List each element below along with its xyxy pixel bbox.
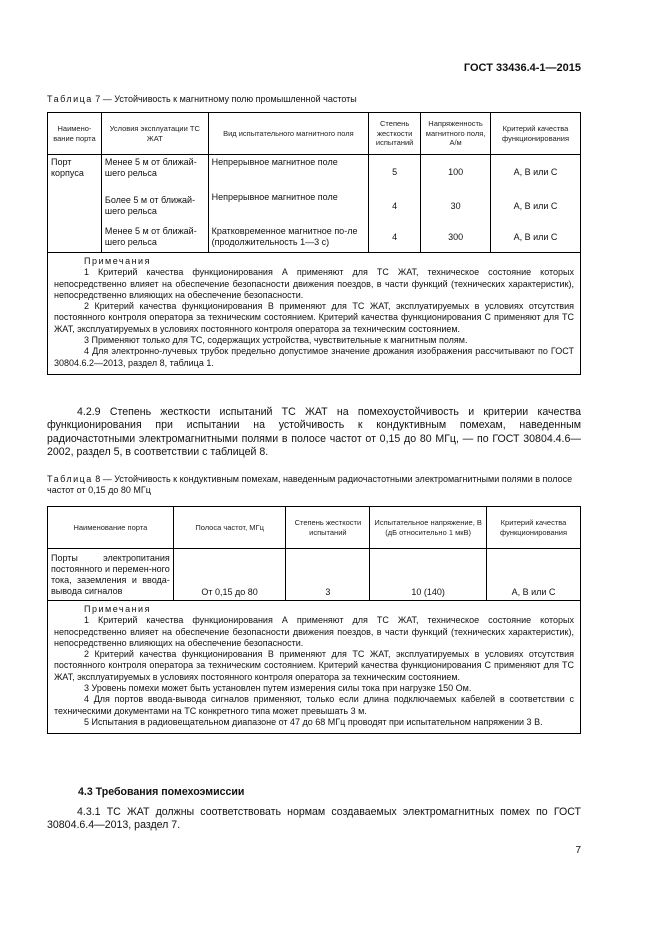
paragraph-4-3-1: [47, 806, 581, 833]
field-cell: Непрерывное магнитное поле: [208, 190, 369, 223]
port-cell: Порты электропитания постоянного и перемен-ного тока, заземления и ввода-вывода сигналов: [48, 549, 174, 601]
standard-header: ГОСТ 33436.4-1—2015: [463, 62, 581, 74]
level-cell: 4: [369, 190, 421, 223]
table7-header-row: [48, 113, 581, 155]
criterion-cell: А, В или С: [487, 549, 581, 601]
note-item: 3 Уровень помехи может быть установлен путем измерения силы тока при нагрузке 150 Ом.: [84, 683, 472, 694]
note-item: 3 Применяют только для ТС, содержащих устройства, чувствительные к магнитным полям.: [84, 335, 468, 346]
table8-caption-word: Таблица: [47, 474, 93, 484]
level-cell: 5: [369, 155, 421, 190]
level-cell: 3: [286, 549, 370, 601]
table8-header-cell: Наименование порта: [48, 507, 174, 549]
field-cell: Непрерывное магнитное поле: [208, 155, 369, 190]
strength-cell: 300: [421, 223, 491, 253]
criterion-cell: А, В или С: [491, 155, 581, 190]
notes-title: Примечания: [84, 256, 151, 266]
note-item: 4 Для электронно-лучевых трубок предельно допустимое значение дрожания изображения рассчитывают по ГОСТ 30804.6.2—2013, раздел 8, таблица 1.: [54, 346, 574, 368]
table7: [47, 112, 581, 375]
criterion-cell: А, В или С: [491, 190, 581, 223]
note-item: 2 Критерий качества функционирования В применяют для ТС ЖАТ, эксплуатируемых в условиях отсутствия постоянного контроля оператора за техническим состоянием. Критерий качества функционирования С применяют для ТС ЖАТ, эксплуатируемых в условиях постоянного контроля оператора за техническим состоянием.: [54, 301, 574, 334]
table8-caption: [47, 474, 581, 496]
criterion-cell: А, В или С: [491, 223, 581, 253]
table7-caption: [47, 94, 357, 105]
condition-cell: Менее 5 м от ближай-шего рельса: [101, 223, 208, 253]
page-number: 7: [575, 845, 581, 856]
table8-header-cell: Критерий качества функционирования: [487, 507, 581, 549]
table-row: [48, 549, 581, 601]
band-cell: От 0,15 до 80: [173, 549, 286, 601]
paragraph-text: 4.2.9 Степень жесткости испытаний ТС ЖАТ на помехоустойчивость и критерии качества функционирования при испытании на устойчивость к кондуктивным помехам, наведенным радиочастотными электромагнитными полями в полосе частот от 0,15 до 80 МГц, — по ГОСТ 30804.4.6—2002, раздел 5, в соответствии с таблицей 8.: [47, 406, 581, 459]
table7-notes: [48, 253, 581, 375]
strength-cell: 30: [421, 190, 491, 223]
strength-cell: 100: [421, 155, 491, 190]
paragraph-4-2-9: [47, 406, 581, 460]
condition-cell: Более 5 м от ближай-шего рельса: [101, 190, 208, 223]
table7-header-cell: Напряженность магнитного поля, А/м: [421, 113, 491, 155]
level-cell: 4: [369, 223, 421, 253]
table8-caption-text: 8 — Устойчивость к кондуктивным помехам, наведенным радиочастотными электромагнитными полями в полосе частот от 0,15 до 80 МГц: [47, 474, 573, 495]
table7-header-cell: Условия эксплуатации ТС ЖАТ: [101, 113, 208, 155]
notes-title: Примечания: [84, 604, 151, 614]
table7-port-cell: Порт корпуса: [48, 155, 102, 253]
note-item: 4 Для портов ввода-вывода сигналов применяют, только если длина подключаемых кабелей в соответствии с техническими документами на ТС конкретного типа может превышать 3 м.: [54, 694, 574, 716]
table7-header-cell: Критерий качества функционирования: [491, 113, 581, 155]
section-heading: 4.3 Требования помехоэмиссии: [78, 786, 245, 798]
table7-caption-word: Таблица: [47, 94, 93, 104]
table7-header-cell: Наимено-вание порта: [48, 113, 102, 155]
table-row: [48, 155, 581, 190]
table-row: [48, 190, 581, 223]
table8-header-cell: Степень жесткости испытаний: [286, 507, 370, 549]
table8: [47, 506, 581, 734]
table8-header-cell: Испытательное напряжение, В (дБ относительно 1 мкВ): [370, 507, 487, 549]
table7-header-cell: Вид испытательного магнитного поля: [208, 113, 369, 155]
note-item: 2 Критерий качества функционирования В применяют для ТС ЖАТ, эксплуатируемых в условиях отсутствия постоянного контроля оператора за техническим состоянием. Критерий качества функционирования С применяют для ТС ЖАТ, эксплуатируемых в условиях постоянного контроля оператора за техническим состоянием.: [54, 649, 574, 682]
table8-notes: [48, 601, 581, 734]
table7-notes-row: [48, 253, 581, 375]
table8-header-cell: Полоса частот, МГц: [173, 507, 286, 549]
note-item: 5 Испытания в радиовещательном диапазоне от 47 до 68 МГц проводят при испытательном напряжении 3 В.: [84, 716, 543, 727]
condition-cell: Менее 5 м от ближай-шего рельса: [101, 155, 208, 190]
field-cell: Кратковременное магнитное по-ле (продолжительность 1—3 с): [208, 223, 369, 253]
table7-caption-text: 7 — Устойчивость к магнитному полю промышленной частоты: [92, 94, 357, 104]
paragraph-text: 4.3.1 ТС ЖАТ должны соответствовать нормам создаваемых электромагнитных помех по ГОСТ 30804.6.4—2013, раздел 7.: [47, 806, 581, 832]
table8-notes-row: [48, 601, 581, 734]
table7-header-cell: Степень жесткости испытаний: [369, 113, 421, 155]
voltage-cell: 10 (140): [370, 549, 487, 601]
note-item: 1 Критерий качества функционирования А применяют для ТС ЖАТ, техническое состояние которых непосредственно влияет на обеспечение безопасности движения поездов, в части функций (технических характеристик), непосредственно влияющих на обеспечение безопасности.: [54, 267, 574, 300]
table-row: [48, 223, 581, 253]
table8-header-row: [48, 507, 581, 549]
note-item: 1 Критерий качества функционирования А применяют для ТС ЖАТ, техническое состояние которых непосредственно влияет на обеспечение безопасности движения поездов, в части функций (технических характеристик), непосредственно влияющих на обеспечение безопасности.: [54, 615, 574, 648]
